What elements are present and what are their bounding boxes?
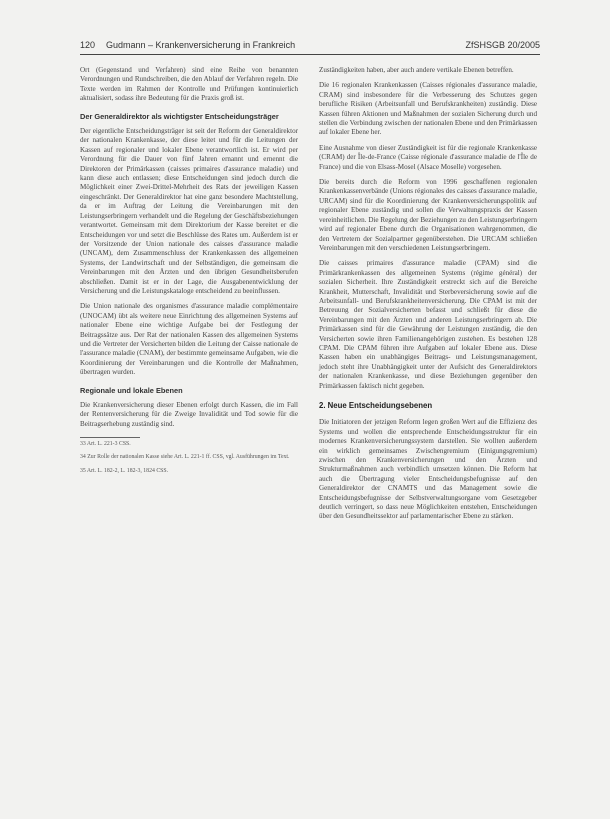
left-paragraph-2: Der eigentliche Entscheidungsträger ist seit der Reform der Generaldirektor der nationalen Krankenkasse, der diese leitet und für die Leitungen der Kassen auf regionaler und lokaler Ebene verantwortlich ist. Er wird per Verordnung für die Dauer von fünf Jahren ernannt und ernennt die Direktoren der Primärkassen (caisses primaires d'assurance maladie) und kann diese auch entlassen; diese Entscheidungen sind jedoch durch die Möglichkeit einer Zwei-Drittel-Mehrheit des Rats der jeweiligen Kassen eingeschränkt. Der Generaldirektor hat eine ganz besondere Machtstellung, da er im Auftrag der Leitung die Vereinbarungen mit den Leistungserbringern verhandelt und die Regelung der Geschäftsbeziehungen verantwortet. Gemeinsam mit dem Direktorium der Kasse bereitet er die Entscheidungen vor und setzt die Beschlüsse des Rates um. Außerdem ist er der Vorsitzende der Union nationale des caisses d'assurance maladie (UNCAM), dem Zusammenschluss der Krankenkassen des allgemeinen Systems, der Landwirtschaft und der Selbständigen, die gemeinsam die Vereinbarungen mit den Ärzten und den übrigen Gesundheitsberufen abschließen. Damit ist er in der Lage, die Ausgabenentwicklung der Versicherung und die Leistungskataloge entscheidend zu beeinflussen. — [80, 127, 298, 295]
page-number: 120 — [80, 40, 96, 50]
left-paragraph-4: Die Krankenversicherung dieser Ebenen erfolgt durch Kassen, die im Fall der Rentenversicherung für die Zweige Invalidität und Tod sowie für die Beitragserhebung zuständig sind. — [80, 401, 298, 428]
footnote-35: 35 Art. L. 182-2, L. 182-3, 1824 CSS. — [80, 467, 169, 474]
left-paragraph-1: Ort (Gegenstand und Verfahren) sind eine Reihe von benannten Verordnungen und Rundschreiben, die den Ablauf der Verfahren regeln. Die Texte werden im Rahmen der Kontrolle und Prüfungen kontinuierlich aktualisiert, sodass ihre Bedeutung für die Praxis groß ist. — [80, 66, 298, 103]
left-paragraph-3: Die Union nationale des organismes d'assurance maladie complémentaire (UNOCAM) übt als weitere neue Einrichtung des allgemeinen Systems auf nationaler Ebene eine wichtige Aufgabe bei der Festlegung der Beitragssätze aus. Der Rat der nationalen Kassen des allgemeinen Systems und die Vertreter der Versicherten bilden die Leitung der Caisse nationale de l'assurance maladie (CNAM), der bestimmte gemeinsame Aufgaben, wie die Koordinierung der Vereinbarungen und die Kontrolle der Maßnahmen, übertragen wurden. — [80, 302, 298, 377]
section-heading-generaldirektor: Der Generaldirektor als wichtigster Entscheidungsträger — [80, 111, 279, 121]
right-paragraph-6: Die Initiatoren der jetzigen Reform legen großen Wert auf die Effizienz des Systems und wollen die entsprechende Entscheidungsstruktur für ein modernes Krankenversicherungssystem darstellen. Sie wollten außerdem ein wirklich gemeinsames Zwischengremium (Einigungsgremium) zwischen den Krankenversicherungen und den Ärzten und Strukturmaßnahmen auch verbindlich umsetzen können. Die Reform hat auch die Übertragung vieler Entscheidungsbefugnisse auf den Generaldirektor der CNAMTS und das Management sowie die Entscheidungsbefugnisse der Selbstverwaltungsorgane vom Gesetzgeber deutlich verringert, so dass neue Möglichkeiten entstehen, Entscheidungen über den Gesundheitssektor auf parlamentarischer Ebene zu stärken. — [319, 418, 537, 521]
footnote-rule — [80, 437, 140, 438]
right-column — [319, 66, 537, 528]
right-paragraph-5: Die caisses primaires d'assurance maladie (CPAM) sind die Primärkrankenkassen des allgemeinen Systems (régime général) der sozialen Sicherheit. Ihre Zuständigkeit erstreckt sich auf die Bereiche Krankheit, Mutterschaft, Invalidität und Sterbeversicherung sowie auf die Arbeitsunfall- und Berufskrankheitenversicherung. Die CPAM ist mit der Betreuung der Sozialversicherten befasst und schließt für diese die Vereinbarungen mit den Ärzten und anderen Leistungserbringern ab. Die Primärkassen sind für die Gewährung der Leistungen zuständig, die den Versicherten sowie ihren Familienangehörigen zustehen. Es bestehen 128 CPAM. Die CPAM führen ihre Aufgaben auf lokaler Ebene aus. Diese Kassen haben ein unabhängiges Beitrags- und Leistungsmanagement, jedoch steht ihre Unabhängigkeit unter der Aufsicht des Generaldirektors der nationalen Krankenkasse, und diese Beziehungen gegenüber den Primärkassen faktisch nicht gegeben. — [319, 259, 537, 390]
footnote-34: 34 Zur Rolle der nationalen Kasse siehe Art. L. 221-1 ff. CSS, vgl. Ausführungen im Text. — [80, 454, 290, 461]
section-heading-neue-ebenen: 2. Neue Entscheidungsebenen — [319, 401, 433, 410]
right-paragraph-2: Die 16 regionalen Krankenkassen (Caisses régionales d'assurance maladie, CRAM) sind insbesondere für die Verbesserung des Schutzes gegen berufliche Risiken (Arbeitsunfall und Berufskrankheiten) zuständig. Diese Kassen führen Aktionen und Maßnahmen der sozialen Sicherung durch und stellen die Verbindung zwischen der nationalen Ebene und den Primärkassen auf lokaler Ebene her. — [319, 81, 537, 137]
section-heading-regional: Regionale und lokale Ebenen — [80, 385, 183, 395]
journal-reference: ZfSHSGB 20/2005 — [465, 40, 540, 50]
right-paragraph-3: Eine Ausnahme von dieser Zuständigkeit ist für die regionale Krankenkasse (CRAM) der Île-de-France (Caisse régionale d'assurance maladie de l'Île de France) und die von Elsass-Mosel (Alsace Moselle) vorgesehen. — [319, 143, 537, 171]
running-title: Gudmann – Krankenversicherung in Frankreich — [106, 40, 296, 50]
footnote-33: 33 Art. L. 221-3 CSS. — [80, 441, 131, 448]
header-rule — [80, 54, 540, 55]
left-column — [80, 66, 298, 481]
right-paragraph-4: Die bereits durch die Reform von 1996 geschaffenen regionalen Krankenkassenverbände (Unions régionales des caisses d'assurance maladie, URCAM) sind für die Koordinierung der Krankenversicherungspolitik auf regionaler Ebene zuständig und sollen die Verwaltungspraxis der Kassen vereinheitlichen. Die Regelung der Beziehungen zu den Leistungserbringern wird auf regionaler Ebene durch die Organisationen wahrgenommen, die den Vertretern der Sozialpartner gegenüberstehen. Die URCAM schließen Vereinbarungen mit den verschiedenen Leistungserbringern. — [319, 178, 537, 252]
right-paragraph-1: Zuständigkeiten haben, aber auch andere vertikale Ebenen betreffen. — [319, 66, 514, 74]
